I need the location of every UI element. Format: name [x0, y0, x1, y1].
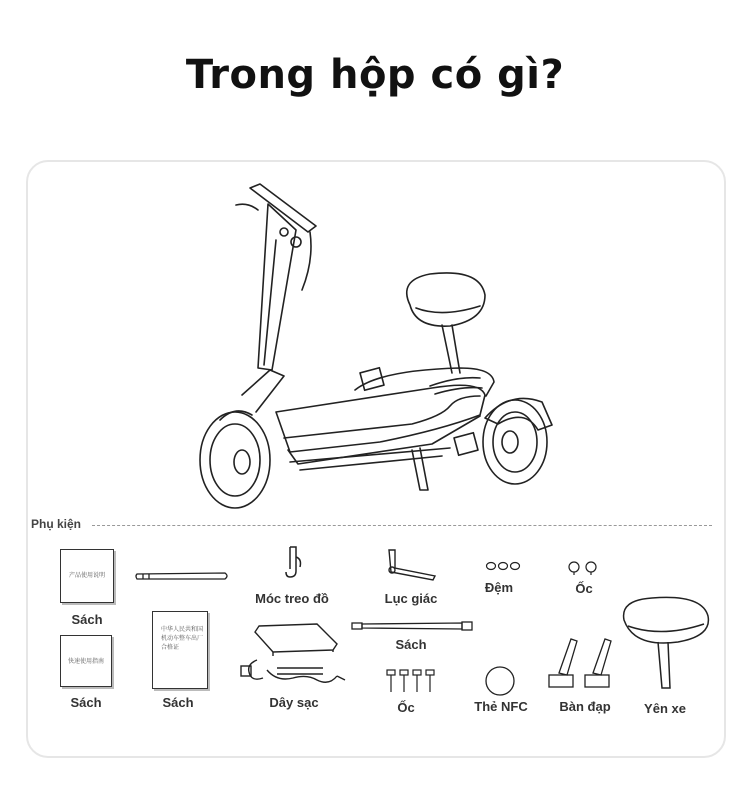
pedal-icon: [545, 635, 620, 695]
label-sach-2: Sách: [70, 695, 102, 710]
bolt-icon: [384, 668, 440, 696]
nfc-card-icon: [483, 664, 517, 698]
certificate-book-text: 中华人民共和国 机动车整车出厂合格证: [161, 627, 204, 651]
rod-icon: [350, 620, 474, 632]
label-sach-3: Sách: [162, 695, 194, 710]
label-day-sac: Dây sạc: [269, 695, 319, 710]
manual-book-1-text: 产品使用说明: [68, 573, 105, 579]
label-moc-treo-do: Móc treo đồ: [255, 591, 329, 606]
label-luc-giac: Lục giác: [384, 591, 438, 606]
certificate-book: [152, 611, 208, 689]
section-divider: [92, 525, 712, 526]
label-sach-1: Sách: [71, 612, 103, 627]
section-label: Phụ kiện: [31, 517, 82, 531]
hex-key-icon: [383, 548, 441, 584]
page-title: Trong hộp có gì?: [185, 52, 565, 98]
label-oc-2: Ốc: [397, 700, 415, 715]
manual-book-2: [60, 635, 112, 687]
label-yen-xe: Yên xe: [644, 701, 686, 716]
label-ban-dap: Bàn đạp: [559, 699, 611, 714]
pad-icon: [485, 560, 521, 572]
strap-icon: [135, 570, 230, 582]
label-the-nfc: Thẻ NFC: [474, 699, 528, 714]
scooter-illustration: [180, 180, 560, 515]
manual-book-2-text: 快速使用指南: [67, 659, 104, 665]
manual-book-1: [60, 549, 114, 603]
charger-icon: [237, 620, 357, 692]
label-dem: Đệm: [484, 580, 514, 595]
hook-icon: [282, 545, 306, 581]
screw-icon: [566, 560, 602, 576]
label-oc-1: Ốc: [575, 581, 593, 596]
seat-icon: [618, 594, 716, 690]
label-sach-4: Sách: [395, 637, 427, 652]
